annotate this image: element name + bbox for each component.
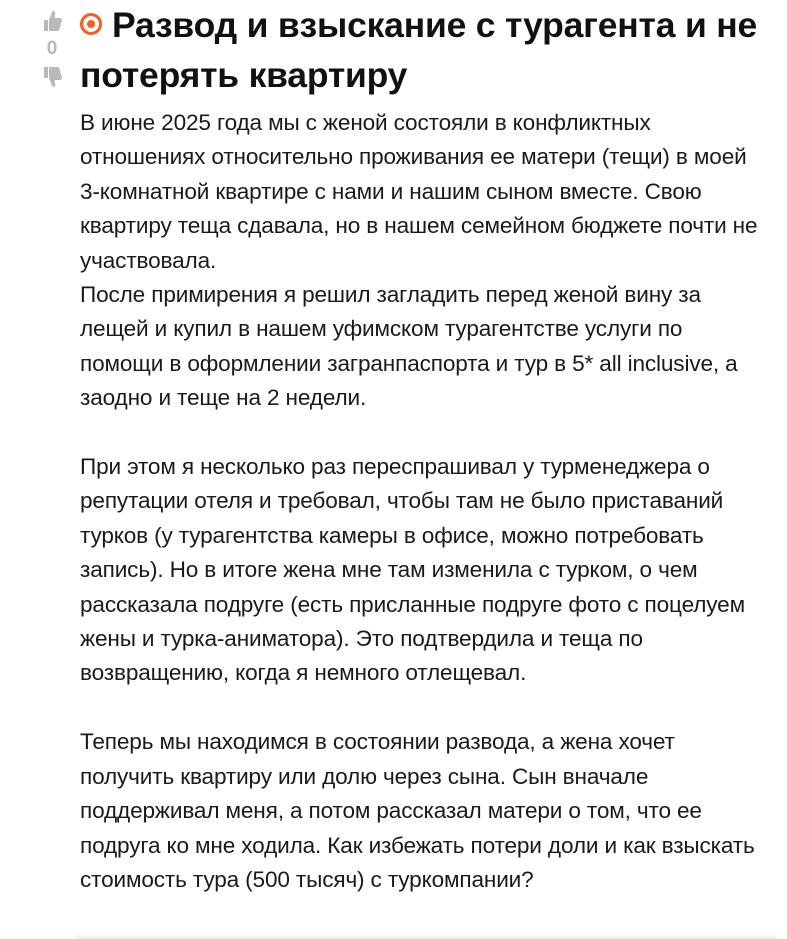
post-paragraph: После примирения я решил загладить перед женой вину за лещей и купил в нашем уфимском турагентстве услуги по помощи в оформлении загранпаспорта и тур в 5* all inclusive, а заодно и теще на 2 недели. (80, 282, 738, 411)
upvote-button[interactable] (40, 8, 64, 34)
rating-count: 0 (46, 38, 58, 59)
post-title-container (80, 0, 770, 100)
post-paragraph: При этом я несколько раз переспрашивал у турменеджера о репутации отеля и требовал, чтобы там не было приставаний турков (у турагентства камеры в офисе, можно потребовать запись). Но в итоге жена мне там изменила с турком, о чем рассказала подруге (есть присланные подруге фото с поцелуем жены и турка-аниматора). Это подтвердила и теща по возвращению, когда я немного отлещевал. (80, 454, 745, 686)
post-paragraph: Теперь мы находимся в состоянии развода, а жена хочет получить квартиру или долю через сына. Сын вначале поддерживал меня, а потом рассказал матери о том, что ее подруга ко мне ходила. Как избежать потери доли и как взыскать стоимость тура (500 тысяч) с туркомпании? (80, 729, 755, 892)
post-header (80, 0, 770, 100)
thumbs-up-icon (41, 9, 63, 33)
paragraph-spacer (80, 691, 770, 725)
vote-panel (38, 8, 66, 90)
radio-dot-icon (80, 13, 102, 35)
thumbs-down-icon (41, 65, 63, 89)
post-body (80, 106, 770, 897)
post-title[interactable]: Развод и взыскание с турагента и не потерять квартиру (80, 5, 758, 95)
downvote-button[interactable] (40, 64, 64, 90)
content-divider (76, 934, 776, 939)
paragraph-spacer (80, 416, 770, 450)
post-paragraph: В июне 2025 года мы с женой состояли в конфликтных отношениях относительно проживания ее матери (тещи) в моей 3-комнатной квартире с нами и нашим сыном вместе. Свою квартиру теща сдавала, но в нашем семейном бюджете почти не участвовала. (80, 110, 758, 273)
